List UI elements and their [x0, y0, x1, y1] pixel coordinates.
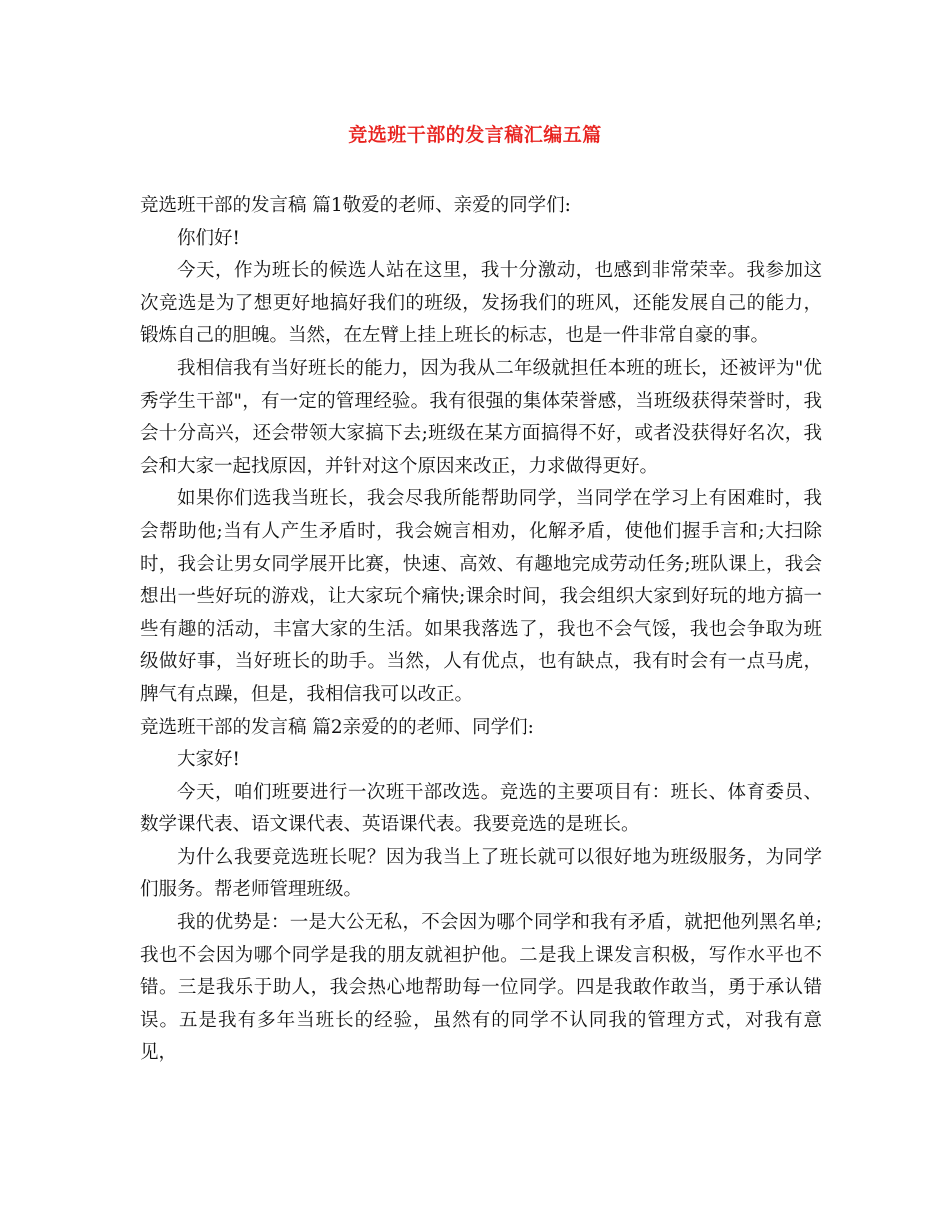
- paragraph: 我相信我有当好班长的能力，因为我从二年级就担任本班的班长，还被评为"优秀学生干部"，有一定的管理经验。我有很强的集体荣誉感，当班级获得荣誉时，我会十分高兴，还会带领大家搞下去;班级在某方面搞得不好，或者没获得好名次，我会和大家一起找原因，并针对这个原因来改正，力求做得更好。: [140, 357, 822, 477]
- document-title: 竞选班干部的发言稿汇编五篇: [348, 124, 602, 146]
- paragraph: 为什么我要竞选班长呢？因为我当上了班长就可以很好地为班级服务，为同学们服务。帮老师管理班级。: [140, 846, 822, 901]
- document-body: [140, 190, 822, 1070]
- speech-1-heading: 竞选班干部的发言稿 篇1敬爱的老师、亲爱的同学们:: [140, 195, 571, 216]
- paragraph: 你们好!: [177, 227, 240, 249]
- paragraph: 今天，咱们班要进行一次班干部改选。竞选的主要项目有：班长、体育委员、数学课代表、语文课代表、英语课代表。我要竞选的是班长。: [140, 781, 822, 836]
- speech-2-heading: 竞选班干部的发言稿 篇2亲爱的的老师、同学们:: [140, 716, 534, 738]
- paragraph: 大家好!: [177, 749, 240, 771]
- paragraph: 我的优势是：一是大公无私，不会因为哪个同学和我有矛盾，就把他列黑名单;我也不会因为哪个同学是我的朋友就袒护他。二是我上课发言积极，写作水平也不错。三是我乐于助人，我会热心地帮助每一位同学。四是我敢作敢当，勇于承认错误。五是我有多年当班长的经验，虽然有的同学不认同我的管理方式，对我有意见，: [140, 912, 822, 1064]
- paragraph: 今天，作为班长的候选人站在这里，我十分激动，也感到非常荣幸。我参加这次竞选是为了想更好地搞好我们的班级，发扬我们的班风，还能发展自己的能力，锻炼自己的胆魄。当然，在左臂上挂上班长的标志，也是一件非常自豪的事。: [140, 260, 822, 347]
- paragraph: 如果你们选我当班长，我会尽我所能帮助同学，当同学在学习上有困难时，我会帮助他;当有人产生矛盾时，我会婉言相劝，化解矛盾，使他们握手言和;大扫除时，我会让男女同学展开比赛，快速、高效、有趣地完成劳动任务;班队课上，我会想出一些好玩的游戏，让大家玩个痛快;课余时间，我会组织大家到好玩的地方搞一些有趣的活动，丰富大家的生活。如果我落选了，我也不会气馁，我也会争取为班级做好事，当好班长的助手。当然，人有优点，也有缺点，我有时会有一点马虎，脾气有点躁，但是，我相信我可以改正。: [140, 488, 822, 705]
